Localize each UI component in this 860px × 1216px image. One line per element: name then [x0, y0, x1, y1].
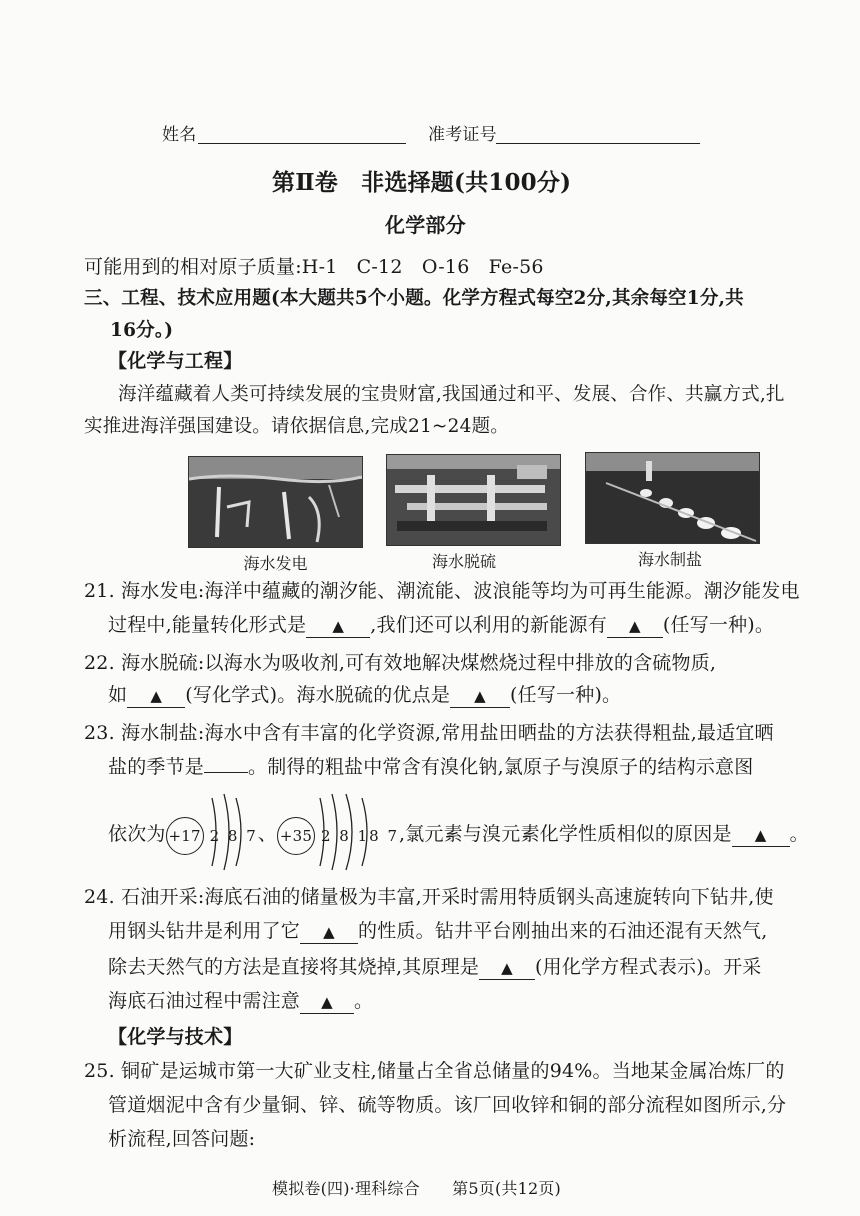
q22-line2: 如 ▲ (写化学式)。海水脱硫的优点是 ▲ (任写一种)。: [108, 684, 622, 706]
exam-id-label: 准考证号: [428, 125, 497, 145]
q23-line3: 依次为 +17 2 8 7、 +35 2 8 18 7,氯元素与溴元素化学性质相似的原因是 ▲ 。: [108, 814, 809, 856]
q21-blank-2[interactable]: ▲: [607, 615, 663, 638]
intro-line1: 海洋蕴藏着人类可持续发展的宝贵财富,我国通过和平、发展、合作、共赢方式,扎: [118, 384, 785, 405]
q24-line1: 24. 石油开采:海底石油的储量极为丰富,开采时需用特质钢头高速旋转向下钻井,使: [84, 886, 774, 908]
q23-line1: 23. 海水制盐:海水中含有丰富的化学资源,常用盐田晒盐的方法获得粗盐,最适宜晒: [84, 722, 774, 744]
part-heading-engineering: 【化学与工程】: [108, 350, 243, 372]
q23-blank-2[interactable]: ▲: [732, 824, 790, 847]
chlorine-atom-diagram: +17 2 8 7: [166, 815, 258, 856]
q24-line4: 海底石油过程中需注意 ▲ 。: [108, 990, 374, 1012]
salt-making-photo: [585, 452, 760, 544]
q24-blank-2[interactable]: ▲: [479, 957, 535, 980]
page-footer: 模拟卷(四)·理科综合 第5页(共12页): [272, 1179, 561, 1198]
q25-line2: 管道烟泥中含有少量铜、锌、硫等物质。该厂回收锌和铜的部分流程如图所示,分: [108, 1094, 787, 1116]
exam-id-blank: [496, 143, 700, 144]
section-subtitle: 化学部分: [385, 213, 466, 237]
figure-caption-tidal: 海水发电: [243, 554, 308, 573]
q23-blank-1[interactable]: [204, 750, 248, 773]
bromine-atom-diagram: +35 2 8 18 7: [277, 815, 399, 856]
q21-blank-1[interactable]: ▲: [306, 615, 370, 638]
tidal-power-photo: [188, 456, 363, 548]
figure-caption-salt: 海水制盐: [637, 550, 702, 569]
paper-title: 第Ⅱ卷 非选择题(共100分): [272, 169, 572, 196]
q21-line1: 21. 海水发电:海洋中蕴藏的潮汐能、潮流能、波浪能等均为可再生能源。潮汐能发电: [84, 580, 800, 602]
atomic-masses: 可能用到的相对原子质量:H-1 C-12 O-16 Fe-56: [84, 256, 544, 278]
q22-line1: 22. 海水脱硫:以海水为吸收剂,可有效地解决煤燃烧过程中排放的含硫物质,: [84, 652, 717, 674]
section-heading-line1: 三、工程、技术应用题(本大题共5个小题。化学方程式每空2分,其余每空1分,共: [84, 288, 744, 309]
desulfurization-photo: [386, 454, 561, 546]
name-label: 姓名: [162, 125, 197, 145]
q24-line2: 用钢头钻井是利用了它 ▲ 的性质。钻井平台刚抽出来的石油还混有天然气,: [108, 920, 768, 942]
figure-caption-desulfurization: 海水脱硫: [431, 552, 496, 571]
q22-blank-1[interactable]: ▲: [127, 685, 185, 708]
q23-line2: 盐的季节是 。制得的粗盐中常含有溴化钠,氯原子与溴原子的结构示意图: [108, 750, 753, 782]
intro-line2: 实推进海洋强国建设。请依据信息,完成21~24题。: [84, 416, 509, 437]
q22-blank-2[interactable]: ▲: [450, 685, 510, 708]
q24-line3: 除去天然气的方法是直接将其烧掉,其原理是 ▲ (用化学方程式表示)。开采: [108, 956, 762, 978]
q24-blank-1[interactable]: ▲: [300, 921, 358, 944]
q25-line3: 析流程,回答问题:: [108, 1128, 256, 1150]
part-heading-technology: 【化学与技术】: [108, 1026, 243, 1048]
q25-line1: 25. 铜矿是运城市第一大矿业支柱,储量占全省总储量的94%。当地某金属冶炼厂的: [84, 1060, 785, 1082]
q21-line2: 过程中,能量转化形式是 ▲ ,我们还可以利用的新能源有 ▲ (任写一种)。: [108, 614, 775, 636]
atom-shell-arcs: [196, 792, 416, 872]
q24-blank-3[interactable]: ▲: [300, 991, 354, 1014]
section-heading-line2: 16分。): [110, 320, 174, 341]
name-blank: [198, 143, 406, 144]
